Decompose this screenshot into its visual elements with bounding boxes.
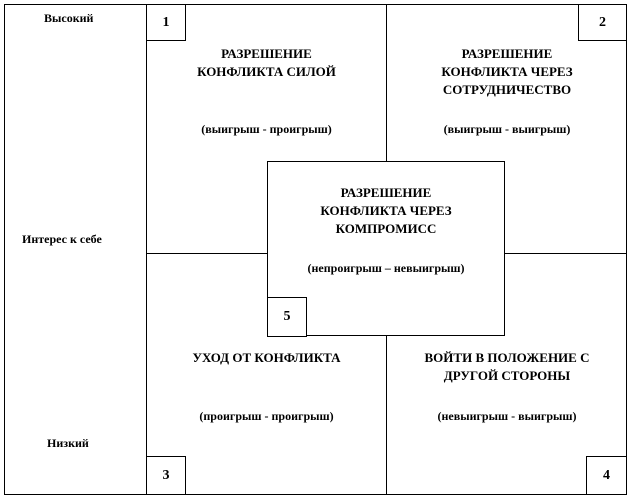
axis-high-label: Высокий [44,11,94,25]
axis-title: Интерес к себе [22,232,102,246]
quadrant-2-number: 2 [578,4,627,41]
quadrant-1-outcome: (выигрыш - проигрыш) [201,122,332,136]
axis-low-label: Низкий [47,436,89,450]
compromise-number: 5 [267,297,307,337]
compromise-box [267,161,505,336]
quadrant-1-number: 1 [146,4,186,41]
quadrant-2-outcome: (выигрыш - выигрыш) [443,122,571,136]
quadrant-3-title: УХОД ОТ КОНФЛИКТА [192,350,341,365]
compromise-title: РАЗРЕШЕНИЕ КОНФЛИКТА ЧЕРЕЗ КОМПРОМИСС [320,185,452,236]
compromise-outcome: (непроигрыш – невыигрыш) [307,261,465,275]
quadrant-3-outcome: (проигрыш - проигрыш) [199,409,334,423]
quadrant-4-number: 4 [586,456,627,495]
quadrant-1-title: РАЗРЕШЕНИЕ КОНФЛИКТА СИЛОЙ [197,46,336,79]
quadrant-2-title: РАЗРЕШЕНИЕ КОНФЛИКТА ЧЕРЕЗ СОТРУДНИЧЕСТВО [441,46,573,97]
quadrant-4-outcome: (невыигрыш - выигрыш) [437,409,577,423]
quadrant-4-title: ВОЙТИ В ПОЛОЖЕНИЕ С ДРУГОЙ СТОРОНЫ [424,350,590,383]
quadrant-3-number: 3 [146,456,186,495]
